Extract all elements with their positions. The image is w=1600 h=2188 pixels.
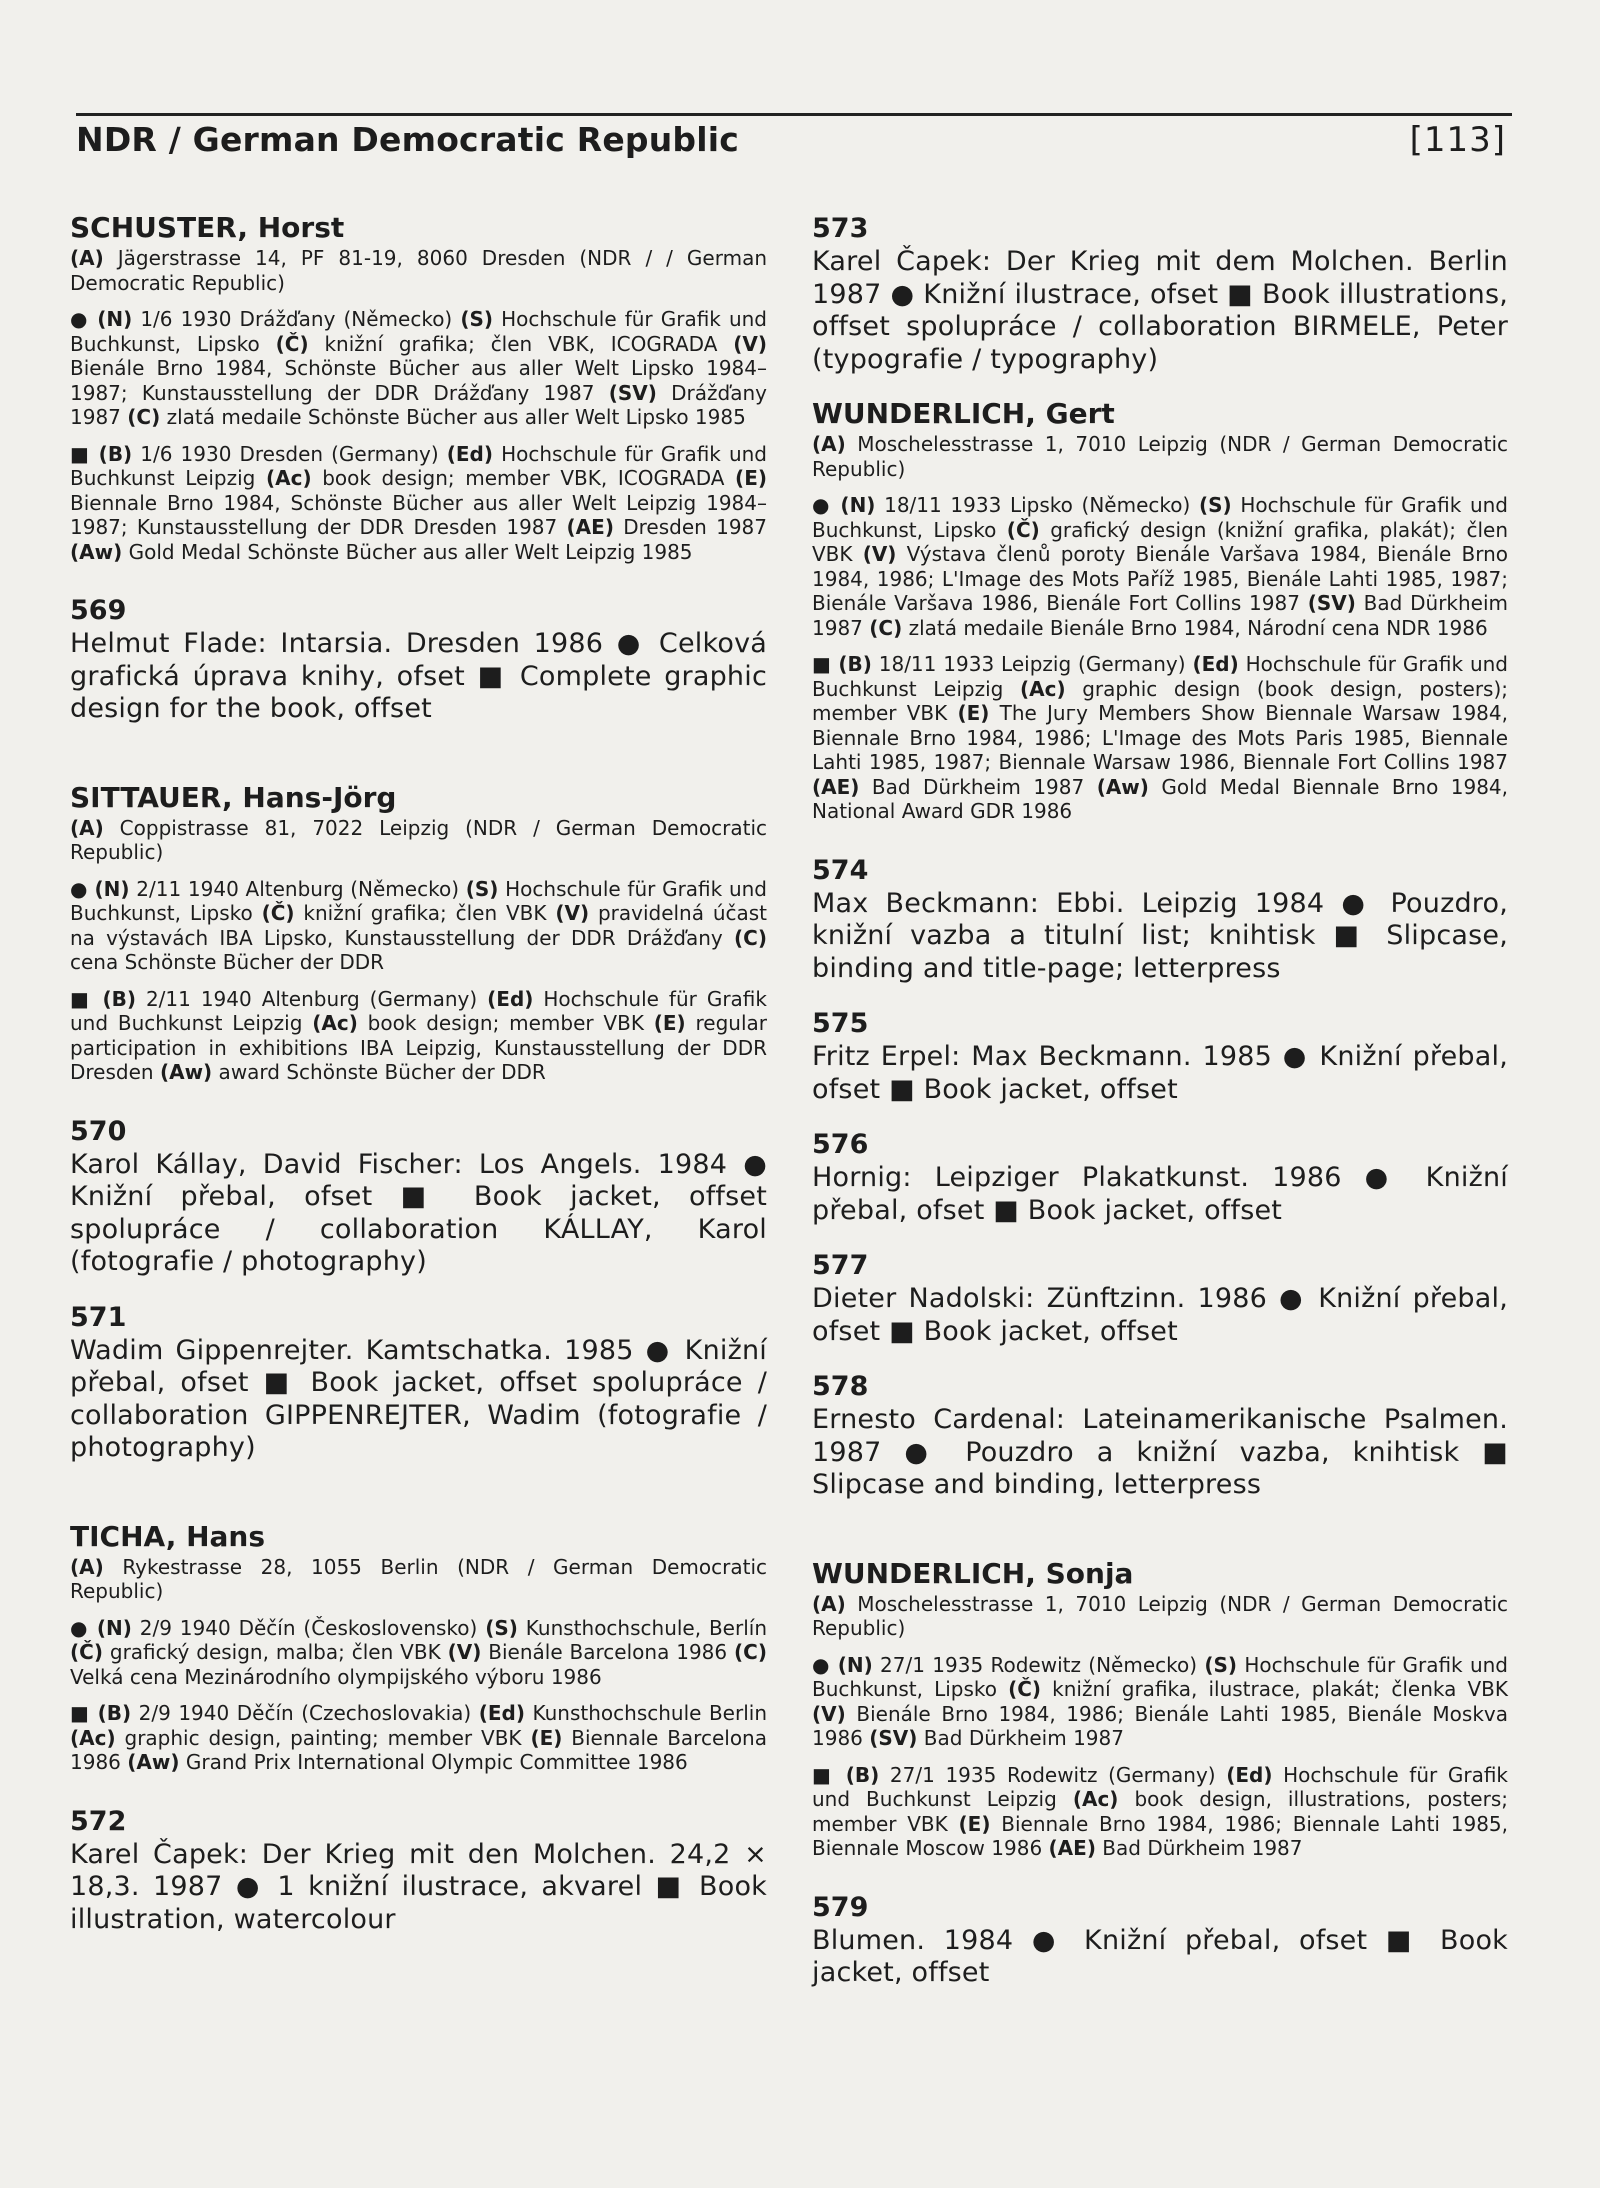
field-value: Drážďany 1987 bbox=[70, 380, 767, 429]
work-entry-576 bbox=[812, 1128, 1508, 1227]
field-value: zlatá medaile Bienále Brno 1984, Národní cena NDR 1986 bbox=[902, 615, 1488, 640]
work-description: Hornig: Leipziger Plakatkunst. 1986 ● Knižní přebal, ofset ■ Book jacket, offset bbox=[812, 1162, 1508, 1226]
entry-marker: ● bbox=[70, 876, 95, 901]
work-entry-574 bbox=[812, 854, 1508, 986]
field-label: (Ed) bbox=[446, 441, 494, 466]
field-label: (Ac) bbox=[1072, 1787, 1119, 1811]
work-description: Fritz Erpel: Max Beckmann. 1985 ● Knižní přebal, ofset ■ Book jacket, offset bbox=[812, 1041, 1508, 1105]
field-value: 27/1 1935 Rodewitz (Německo) bbox=[872, 1652, 1198, 1677]
field-label: (Aw) bbox=[1096, 774, 1149, 799]
entry-marker: ■ bbox=[812, 1762, 846, 1787]
field-label: (B) bbox=[98, 441, 133, 466]
work-number: 570 bbox=[70, 1115, 127, 1147]
work-entry-577 bbox=[812, 1249, 1508, 1348]
field-value: knižní grafika; člen VBK, ICOGRADA bbox=[308, 331, 718, 356]
work-description: Max Beckmann: Ebbi. Leipzig 1984 ● Pouzdro, knižní vazba a titulní list; knihtisk ■ Slipcase, binding and title-page; letterpress bbox=[812, 887, 1508, 984]
work-number: 569 bbox=[70, 595, 127, 626]
field-value: Kunsthochschule, Berlín bbox=[517, 1615, 767, 1640]
field-value: regular participation in exhibitions IBA Leipzig, Kunstausstellung der DDR Dresden bbox=[70, 1011, 768, 1084]
field-value: cena Schönste Bücher der DDR bbox=[70, 950, 385, 974]
bio-czech bbox=[70, 307, 767, 430]
field-label: (Č) bbox=[1006, 517, 1040, 542]
work-description: Karel Čapek: Der Krieg mit den Molchen. 24,2 × 18,3. 1987 ● 1 knižní ilustrace, akvarel ■ Book illustration, watercolour bbox=[70, 1838, 767, 1935]
field-label: (E) bbox=[653, 1011, 686, 1035]
work-description: Wadim Gippenrejter. Kamtschatka. 1985 ● Knižní přebal, ofset ■ Book jacket, offset spolupráce / collaboration GIPPENREJTER, Wadim (fotografie / photography) bbox=[70, 1334, 767, 1463]
work-entry-570 bbox=[70, 1115, 767, 1279]
work-description: Karol Kállay, David Fischer: Los Angels. 1984 ● Knižní přebal, ofset ■ Book jacket, offset spolupráce / collaboration KÁLLAY, Karol (fotografie / photography) bbox=[70, 1148, 767, 1277]
field-label: (Aw) bbox=[127, 1750, 180, 1774]
field-value: Hochschule für Grafik und Buchkunst Leipzig bbox=[70, 441, 767, 490]
field-label: (Ac) bbox=[312, 1011, 358, 1035]
field-label: (V) bbox=[555, 901, 590, 925]
field-label: (Č) bbox=[275, 331, 309, 356]
field-value: 2/11 1940 Altenburg (Německo) bbox=[129, 876, 459, 901]
entry-marker: ● bbox=[70, 307, 98, 331]
field-value: award Schönste Bücher der DDR bbox=[212, 1060, 546, 1084]
work-number: 574 bbox=[812, 854, 869, 886]
field-value: Kunsthochschule Berlin bbox=[524, 1701, 768, 1725]
artist-entry-schuster bbox=[70, 212, 767, 564]
field-label: (B) bbox=[97, 1701, 132, 1725]
field-label: (C) bbox=[734, 1640, 767, 1664]
work-entry-579 bbox=[812, 1891, 1508, 1990]
field-label: (N) bbox=[837, 1652, 873, 1677]
header-rule bbox=[76, 113, 1512, 116]
field-value: Gold Medal Biennale Brno 1984, National Award GDR 1986 bbox=[812, 774, 1509, 823]
entry-marker: ● bbox=[70, 1615, 97, 1640]
bio-english bbox=[812, 652, 1508, 824]
field-label: (Aw) bbox=[70, 539, 123, 564]
field-value: Bad Dürkheim 1987 bbox=[1095, 1836, 1303, 1860]
field-value: knižní grafika, ilustrace, plakát; členka VBK bbox=[1041, 1677, 1508, 1701]
artist-address: (A) Moschelesstrasse 1, 7010 Leipzig (NDR / German Democratic Republic) bbox=[812, 432, 1508, 481]
field-value: Bienále Barcelona 1986 bbox=[481, 1640, 728, 1664]
field-value: Hochschule für Grafik und Buchkunst Leipzig bbox=[812, 1762, 1509, 1811]
field-label: (N) bbox=[97, 307, 133, 331]
artist-entry-wunderlich-sonja bbox=[812, 1558, 1508, 1861]
field-label: (V) bbox=[447, 1640, 482, 1664]
field-value: Bad Dürkheim 1987 bbox=[917, 1726, 1124, 1750]
artist-entry-ticha bbox=[70, 1521, 767, 1775]
field-label: (V) bbox=[733, 331, 768, 356]
field-value: Biennale Brno 1984, 1986; Biennale Lahti 1985, Biennale Moscow 1986 bbox=[812, 1811, 1508, 1860]
field-value: book design; member VBK bbox=[357, 1011, 644, 1035]
left-column bbox=[70, 212, 767, 1958]
field-value: zlatá medaile Schönste Bücher aus aller Welt Lipsko 1985 bbox=[160, 405, 746, 429]
field-value: Hochschule für Grafik und Buchkunst, Lipsko bbox=[812, 493, 1509, 542]
artist-address: (A) Moschelesstrasse 1, 7010 Leipzig (NDR / German Democratic Republic) bbox=[812, 1591, 1508, 1640]
bio-czech bbox=[70, 1616, 767, 1690]
field-value: 18/11 1933 Lipsko (Německo) bbox=[875, 493, 1191, 517]
artist-address: (A) Jägerstrasse 14, PF 81-19, 8060 Dresden (NDR / / German Democratic Republic) bbox=[70, 246, 768, 295]
field-value: book design, illustrations, posters; member VBK bbox=[812, 1787, 1508, 1836]
bio-czech bbox=[70, 877, 767, 975]
field-label: (S) bbox=[460, 307, 493, 331]
field-value: Bienále Brno 1984, Schönste Bücher aus aller Welt Lipsko 1984–1987; Kunstausstellung der DDR Drážďany 1987 bbox=[70, 356, 767, 405]
field-value: book design; member VBK, ICOGRADA bbox=[311, 466, 725, 490]
work-number: 572 bbox=[70, 1805, 127, 1837]
field-value: Dresden 1987 bbox=[613, 515, 767, 539]
field-label: (Ed) bbox=[487, 986, 534, 1011]
field-label: (SV) bbox=[869, 1726, 918, 1750]
work-description: Ernesto Cardenal: Lateinamerikanische Psalmen. 1987 ● Pouzdro a knižní vazba, knihtisk ■ Slipcase and binding, letterpress bbox=[812, 1404, 1508, 1500]
work-description: Karel Čapek: Der Krieg mit dem Molchen. Berlin 1987 ● Knižní ilustrace, ofset ■ Book illustrations, offset spolupráce / collaboration BIRMELE, Peter (typografie / typography) bbox=[812, 246, 1508, 375]
field-label: (N) bbox=[94, 876, 130, 901]
artist-name: WUNDERLICH, Gert bbox=[812, 397, 1115, 430]
field-value: Bad Dürkheim 1987 bbox=[859, 774, 1085, 799]
work-entry-572 bbox=[70, 1805, 767, 1937]
field-label: (Ed) bbox=[1192, 652, 1239, 676]
artist-name: SCHUSTER, Horst bbox=[70, 211, 345, 244]
work-description: Blumen. 1984 ● Knižní přebal, ofset ■ Book jacket, offset bbox=[812, 1924, 1508, 1988]
field-value: Grand Prix International Olympic Committee 1986 bbox=[179, 1750, 688, 1774]
field-label: (V) bbox=[812, 1701, 846, 1726]
field-label: (E) bbox=[958, 1811, 991, 1836]
entry-marker: ■ bbox=[70, 986, 103, 1011]
field-value: graphic design, painting; member VBK bbox=[115, 1725, 522, 1750]
work-entry-573 bbox=[812, 212, 1508, 376]
field-label: (C) bbox=[734, 925, 767, 950]
entry-marker: ● bbox=[812, 1652, 838, 1677]
artist-entry-sittauer bbox=[70, 782, 767, 1085]
artist-name: SITTAUER, Hans-Jörg bbox=[70, 780, 397, 814]
field-value: Hochschule für Grafik und Buchkunst, Lipsko bbox=[70, 876, 767, 925]
bio-english bbox=[70, 987, 767, 1085]
work-description: Dieter Nadolski: Zünftzinn. 1986 ● Knižní přebal, ofset ■ Book jacket, offset bbox=[812, 1283, 1508, 1347]
field-label: (E) bbox=[957, 701, 990, 725]
field-value: Hochschule für Grafik und Buchkunst Leipzig bbox=[812, 652, 1509, 701]
bio-czech bbox=[812, 493, 1508, 640]
field-label: (S) bbox=[485, 1615, 518, 1640]
field-label: (Ac) bbox=[1019, 676, 1066, 701]
field-label: (Ac) bbox=[70, 1725, 116, 1750]
field-label: (Č) bbox=[1008, 1677, 1042, 1701]
field-value: Hochschule für Grafik und Buchkunst, Lipsko bbox=[70, 307, 767, 356]
field-value: Bienále Brno 1984, 1986; Bienále Lahti 1985, Bienále Moskva 1986 bbox=[812, 1701, 1508, 1750]
field-value: Biennale Barcelona 1986 bbox=[70, 1725, 767, 1774]
field-label: (Ed) bbox=[1226, 1762, 1273, 1787]
work-number: 576 bbox=[812, 1129, 869, 1160]
work-number: 575 bbox=[812, 1008, 869, 1039]
field-label: (AE) bbox=[1048, 1836, 1096, 1860]
field-label: (Ac) bbox=[265, 466, 312, 490]
work-number: 579 bbox=[812, 1891, 869, 1923]
field-value: 2/11 1940 Altenburg (Germany) bbox=[136, 986, 478, 1011]
field-label: (C) bbox=[869, 615, 903, 640]
field-value: 18/11 1933 Leipzig (Germany) bbox=[871, 652, 1186, 676]
field-value: Výstava členů poroty Bienále Varšava 1984, Bienále Brno 1984, 1986; L'Image des Mots Paříž 1985, Bienále Lahti 1985, 1987; Bienále Varšava 1986, Bienále Fort Collins 1987 bbox=[812, 542, 1508, 615]
field-value: Velká cena Mezinárodního olympijského výboru 1986 bbox=[70, 1664, 602, 1689]
field-value: 1/6 1930 Drážďany (Německo) bbox=[132, 307, 453, 331]
field-value: grafický design (knižní grafika, plakát); člen VBK bbox=[812, 517, 1509, 566]
field-label: (C) bbox=[127, 405, 161, 429]
entry-marker: ■ bbox=[70, 1701, 98, 1725]
page-title: NDR / German Democratic Republic bbox=[76, 120, 740, 159]
artist-name: TICHA, Hans bbox=[70, 1519, 266, 1553]
entry-marker: ● bbox=[812, 493, 841, 517]
field-value: Bad Dürkheim 1987 bbox=[812, 591, 1509, 640]
bio-english bbox=[70, 1701, 767, 1775]
field-value: Hochschule für Grafik und Buchkunst, Lipsko bbox=[812, 1652, 1508, 1701]
field-label: (Aw) bbox=[159, 1060, 213, 1084]
field-label: (Ed) bbox=[478, 1701, 525, 1725]
field-label: (E) bbox=[735, 466, 767, 490]
artist-name: WUNDERLICH, Sonja bbox=[812, 1556, 1134, 1590]
field-value: Hochschule für Grafik und Buchkunst Leipzig bbox=[70, 986, 767, 1035]
bio-czech bbox=[812, 1653, 1508, 1751]
field-value: 2/9 1940 Děčín (Československo) bbox=[131, 1615, 478, 1640]
work-number: 577 bbox=[812, 1250, 869, 1281]
field-label: (SV) bbox=[608, 380, 657, 405]
work-entry-569 bbox=[70, 594, 767, 726]
field-label: (S) bbox=[1198, 493, 1232, 517]
field-label: (Č) bbox=[261, 901, 295, 925]
field-label: (SV) bbox=[1307, 591, 1356, 615]
field-value: graphic design (book design, posters); member VBK bbox=[812, 676, 1509, 725]
work-entry-575 bbox=[812, 1007, 1508, 1106]
work-description: Helmut Flade: Intarsia. Dresden 1986 ● Celková grafická úprava knihy, ofset ■ Complete graphic design for the book, offset bbox=[70, 628, 767, 724]
field-label: (V) bbox=[862, 542, 897, 566]
work-entry-578 bbox=[812, 1370, 1508, 1502]
work-number: 578 bbox=[812, 1371, 869, 1402]
field-label: (E) bbox=[530, 1725, 563, 1750]
entry-marker: ■ bbox=[812, 652, 839, 676]
field-label: (N) bbox=[840, 493, 876, 517]
field-value: Biennale Brno 1984, Schönste Bücher aus aller Welt Leipzig 1984–1987; Kunstausstellung der DDR Dresden 1987 bbox=[70, 490, 767, 539]
field-label: (B) bbox=[102, 986, 136, 1011]
right-column bbox=[812, 212, 1508, 2012]
field-value: 2/9 1940 Děčín (Czechoslovakia) bbox=[131, 1701, 472, 1725]
bio-english bbox=[70, 442, 767, 565]
work-entry-571 bbox=[70, 1301, 767, 1465]
artist-address: (A) Coppistrasse 81, 7022 Leipzig (NDR / German Democratic Republic) bbox=[70, 815, 767, 864]
work-number: 573 bbox=[812, 213, 869, 244]
field-label: (S) bbox=[465, 876, 499, 901]
field-value: knižní grafika; člen VBK bbox=[294, 901, 547, 925]
field-label: (B) bbox=[838, 652, 872, 676]
work-number: 571 bbox=[70, 1301, 127, 1333]
field-label: (B) bbox=[845, 1762, 880, 1787]
field-value: 1/6 1930 Dresden (Germany) bbox=[132, 441, 439, 466]
field-value: The Juгy Members Show Biennale Warsaw 1984, Biennale Brno 1984, 1986; L'Image des Mots Paris 1985, Biennale Lahti 1985, 1987; Biennale Warsaw 1986, Biennale Fort Collins 1987 bbox=[812, 701, 1508, 774]
field-label: (S) bbox=[1204, 1652, 1238, 1677]
field-label: (AE) bbox=[812, 774, 860, 799]
page-number: [113] bbox=[1409, 120, 1506, 160]
field-label: (AE) bbox=[566, 515, 614, 539]
entry-marker: ■ bbox=[70, 441, 99, 466]
field-value: pravidelná účast na výstavách IBA Lipsko, Kunstausstellung der DDR Drážďany bbox=[70, 901, 768, 950]
field-value: 27/1 1935 Rodewitz (Germany) bbox=[879, 1762, 1216, 1787]
artist-entry-wunderlich-gert bbox=[812, 398, 1508, 824]
field-value: Gold Medal Schönste Bücher aus aller Welt Leipzig 1985 bbox=[122, 539, 693, 564]
field-label: (N) bbox=[96, 1615, 132, 1640]
field-value: grafický design, malba; člen VBK bbox=[102, 1640, 441, 1664]
bio-english bbox=[812, 1763, 1508, 1861]
field-label: (Č) bbox=[70, 1640, 103, 1664]
artist-address: (A) Rykestrasse 28, 1055 Berlin (NDR / German Democratic Republic) bbox=[70, 1554, 767, 1603]
